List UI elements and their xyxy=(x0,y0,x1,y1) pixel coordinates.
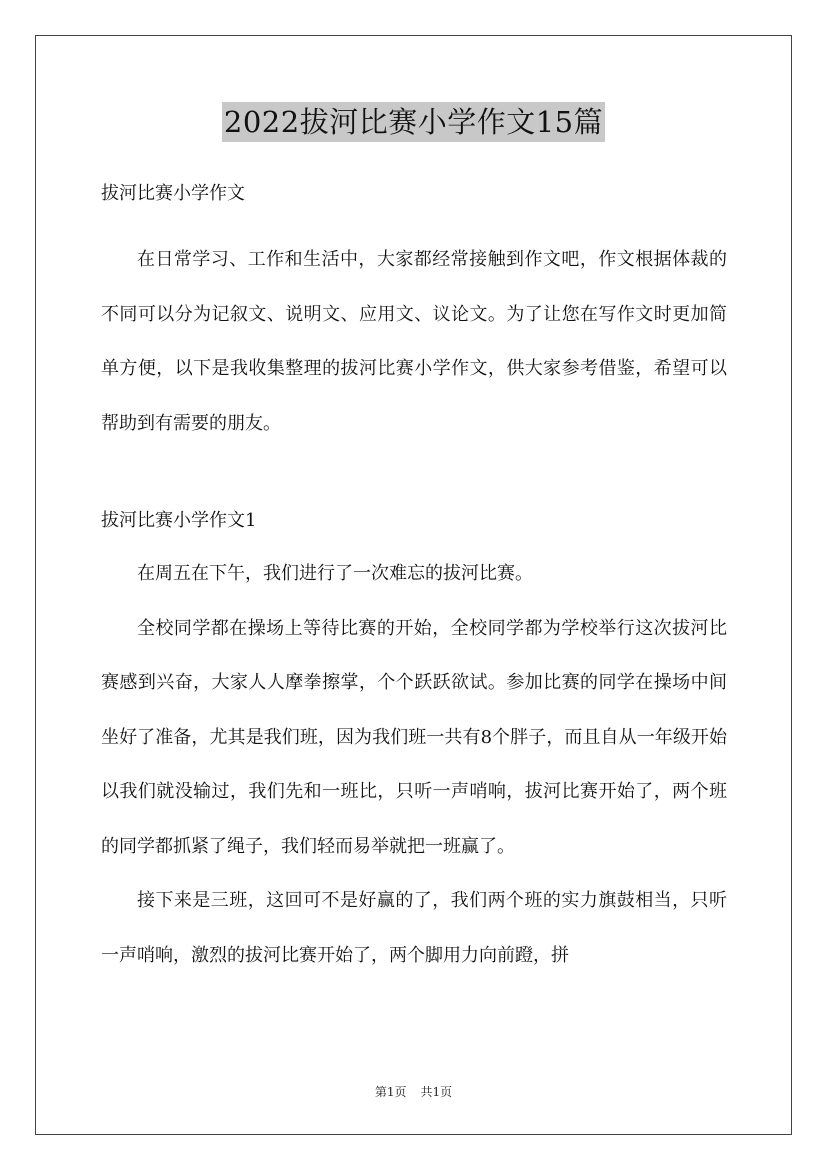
title-container xyxy=(0,102,827,142)
page-footer xyxy=(0,1083,827,1100)
section-1-heading: 拔河比赛小学作文1 xyxy=(101,510,257,531)
page-total: 共1页 xyxy=(420,1085,453,1099)
intro-paragraph: 在日常学习、工作和生活中，大家都经常接触到作文吧，作文根据体裁的不同可以分为记叙文、说明文、应用文、议论文。为了让您在写作文时更加简单方便，以下是我收集整理的拔河比赛小学作文，供大家参考借鉴，希望可以帮助到有需要的朋友。 xyxy=(101,249,727,434)
intro-heading: 拔河比赛小学作文 xyxy=(101,183,245,204)
section-1-paragraph-1: 在周五在下午，我们进行了一次难忘的拔河比赛。 xyxy=(137,563,533,584)
page-number: 第1页 xyxy=(374,1085,407,1099)
document-title: 2022拔河比赛小学作文15篇 xyxy=(222,102,605,142)
section-1-paragraph-3: 接下来是三班，这回可不是好赢的了，我们两个班的实力旗鼓相当，只听一声哨响，激烈的拔河比赛开始了，两个脚用力向前蹬，拼 xyxy=(101,890,727,966)
section-spacer xyxy=(101,451,727,499)
section-1-paragraph-2: 全校同学都在操场上等待比赛的开始，全校同学都为学校举行这次拔河比赛感到兴奋，大家人人摩拳擦掌，个个跃跃欲试。参加比赛的同学在操场中间坐好了准备，尤其是我们班，因为我们班一共有8个胖子，而且自从一年级开始以我们就没输过，我们先和一班比，只听一声哨响，拔河比赛开始了，两个班的同学都抓紧了绳子，我们轻而易举就把一班赢了。 xyxy=(101,617,727,857)
document-body xyxy=(101,177,727,983)
